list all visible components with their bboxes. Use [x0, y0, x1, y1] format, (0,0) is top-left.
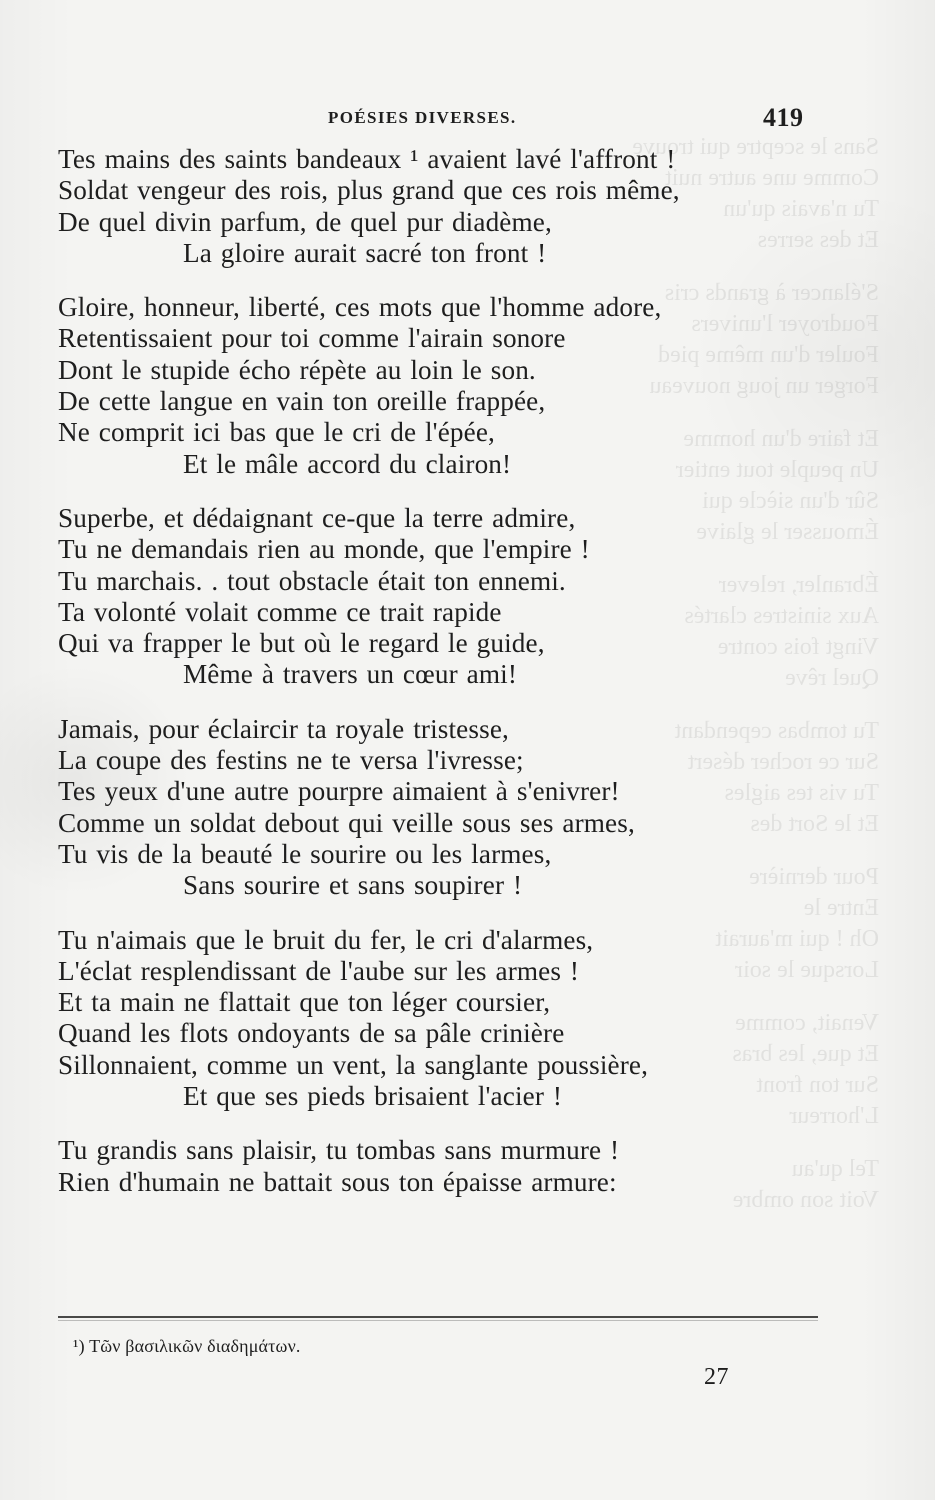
- stanza-1: [58, 144, 828, 269]
- stanza-2: [58, 292, 828, 480]
- footnote-rule: [58, 1316, 818, 1318]
- footnote-rule-shadow: [58, 1320, 818, 1321]
- poem-line-indented: Même à travers un cœur ami!: [183, 659, 518, 690]
- poem-line: Comme un soldat debout qui veille sous ses armes,: [58, 807, 635, 838]
- poem-line: Tu n'aimais que le bruit du fer, le cri d'alarmes,: [58, 924, 594, 955]
- show-through-text: Sans le sceptre qui trouve Comme une autre nuit Tu n'avais qu'un Et des serres S'élancer à grands cris Foudroyer l'univers Fouler d'un même pied Forger un joug nouveau Et faire d'un homme Un peuple tout entier Sûr d'un siècle qui Émousser le glaive Ébranler, relever Aux sinistres clartés Vingt fois contre Quel rêve Tu tombas cependant Sur ce rocher désert Tu vis tes aigles Et le Sort des Pour dernière Entre le Oh ! qui m'aurait Lorsque le soir Venait, comme Et que, les bras Sur ton front L'horreur Tel qu'au Voit son ombre: [632, 134, 879, 1213]
- poem-line: Quand les flots ondoyants de sa pâle crinière: [58, 1018, 565, 1049]
- poem-line: L'éclat resplendissant de l'aube sur les armes !: [58, 955, 580, 986]
- poem-line: Tes yeux d'une autre pourpre aimaient à s'enivrer!: [58, 776, 620, 807]
- poem-line-indented: Et que ses pieds brisaient l'acier !: [183, 1081, 563, 1112]
- running-title: POÉSIES DIVERSES.: [328, 108, 517, 127]
- poem-line: Gloire, honneur, liberté, ces mots que l'homme adore,: [58, 292, 662, 323]
- stanza-5: [58, 925, 828, 1113]
- poem-line-indented: Et le mâle accord du clairon!: [183, 448, 512, 479]
- poem-line: Soldat vengeur des rois, plus grand que ces rois même,: [58, 175, 680, 206]
- poem-line: Qui va frapper le but où le regard le guide,: [58, 628, 545, 659]
- poem-line-indented: Sans sourire et sans soupirer !: [183, 870, 523, 901]
- stanza-4: [58, 714, 828, 902]
- poem-line: Dont le stupide écho répète au loin le son.: [58, 354, 536, 385]
- poem-line: Sillonnaient, comme un vent, la sanglante poussière,: [58, 1049, 649, 1080]
- poem-line: Jamais, pour éclaircir ta royale tristesse,: [58, 713, 509, 744]
- page-number: 419: [763, 103, 804, 132]
- poem-line: Et ta main ne flattait que ton léger coursier,: [58, 987, 551, 1018]
- poem-line: Tu vis de la beauté le sourire ou les larmes,: [58, 838, 552, 869]
- poem-line: Rien d'humain ne battait sous ton épaisse armure:: [58, 1166, 617, 1197]
- poem-line: De quel divin parfum, de quel pur diadème,: [58, 206, 552, 237]
- poem-line-indented: La gloire aurait sacré ton front !: [183, 237, 547, 268]
- running-header: [0, 103, 935, 135]
- poem-line: Tu ne demandais rien au monde, que l'empire !: [58, 534, 590, 565]
- footnote: ¹) Τῶν βασιλικῶν διαδημάτων.: [73, 1336, 301, 1356]
- poem-line: Ne comprit ici bas que le cri de l'épée,: [58, 417, 495, 448]
- poem-line: De cette langue en vain ton oreille frappée,: [58, 386, 546, 417]
- stanza-3: [58, 503, 828, 691]
- poem-line: Retentissaient pour toi comme l'airain sonore: [58, 323, 566, 354]
- poem-line: La coupe des festins ne te versa l'ivresse;: [58, 745, 524, 776]
- signature-number: 27: [704, 1364, 729, 1390]
- poem-line: Tes mains des saints bandeaux ¹ avaient lavé l'affront !: [58, 144, 676, 174]
- poem-line: Tu grandis sans plaisir, tu tombas sans murmure !: [58, 1135, 620, 1166]
- stanza-6: [58, 1135, 828, 1198]
- poem-line: Superbe, et dédaignant ce-que la terre admire,: [58, 502, 576, 533]
- poem-line: Tu marchais. . tout obstacle était ton ennemi.: [58, 565, 566, 596]
- poem-text: [58, 144, 828, 1221]
- poem-line: Ta volonté volait comme ce trait rapide: [58, 596, 502, 627]
